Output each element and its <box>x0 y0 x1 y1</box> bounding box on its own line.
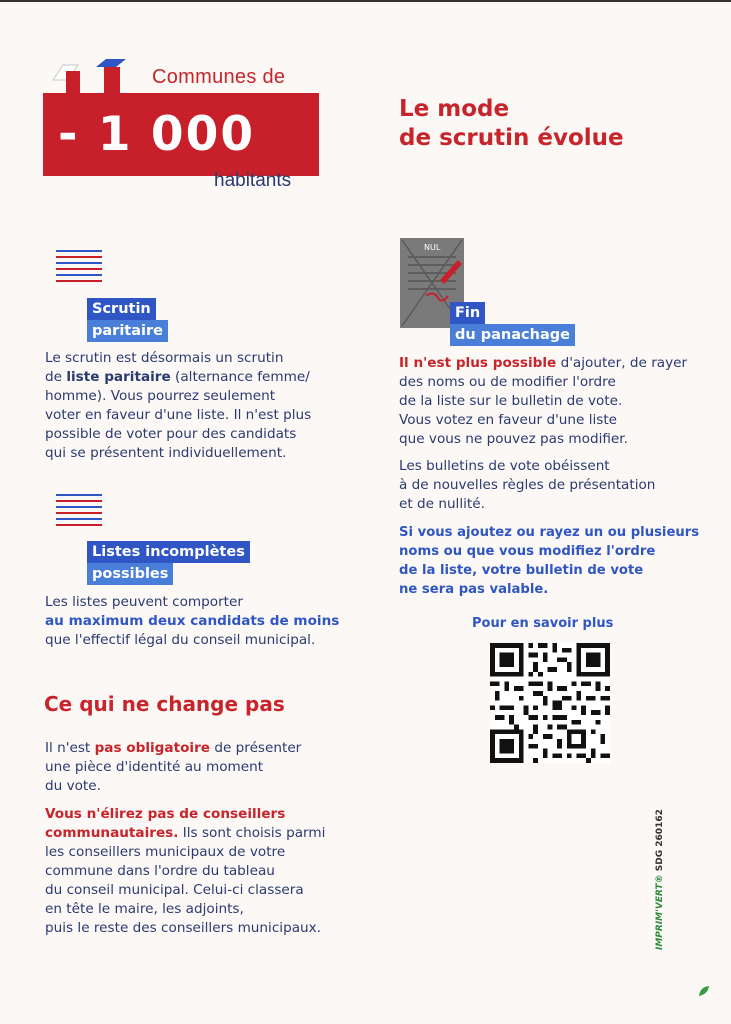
qr-code-icon[interactable] <box>490 643 610 763</box>
badge-scrutin-paritaire: Scrutin paritaire <box>87 298 168 342</box>
page-title: Le mode de scrutin évolue <box>399 96 624 151</box>
svg-text:NUL: NUL <box>424 243 441 252</box>
imprim-vert-code: IMPRIM'VERT® SDG 260162 <box>655 809 665 950</box>
top-border <box>0 0 731 2</box>
paragraph-scrutin-paritaire: Le scrutin est désormais un scrutin de liste paritaire (alternance femme/ homme). Vous pourrez seulement voter en faveur d'une liste. Il n'est plus possible de voter pour des candidats qui se présentent individuellement. <box>45 350 312 461</box>
striped-lines-icon <box>56 250 102 288</box>
habitants-label: habitants <box>214 170 292 191</box>
paragraph-piece-identite: Il n'est pas obligatoire de présenter une pièce d'identité au moment du vote. <box>45 740 302 794</box>
leaf-icon <box>698 985 710 997</box>
population-number: - 1 000 <box>58 107 256 162</box>
section-title: Ce qui ne change pas <box>44 692 285 716</box>
badge-fin-panachage: Fin du panachage <box>450 302 575 346</box>
paragraph-fin-panachage: Il n'est plus possible d'ajouter, de rayer des noms ou de modifier l'ordre de la liste sur le bulletin de vote. Vous votez en faveur d'une liste que vous ne pouvez pas modifier. <box>399 355 688 447</box>
paragraph-bulletins: Les bulletins de vote obéissent à de nouvelles règles de présentation et de nullité. <box>399 458 656 512</box>
qr-title: Pour en savoir plus <box>472 616 614 631</box>
badge-listes-incompletes: Listes incomplètes possibles <box>87 541 250 585</box>
paragraph-conseillers: Vous n'élirez pas de conseillers communautaires. Ils sont choisis parmi les conseillers municipaux de votre commune dans l'ordre du tableau du conseil municipal. Celui-ci classera en tête le maire, les adjoints, puis le reste des conseillers municipaux. <box>45 806 326 936</box>
paragraph-bulletin-non-valable: Si vous ajoutez ou rayez un ou plusieurs noms ou que vous modifiez l'ordre de la liste, votre bulletin de vote ne sera pas valable. <box>399 525 700 597</box>
commune-label: Communes de <box>152 66 286 88</box>
striped-lines-icon <box>56 494 102 532</box>
paragraph-listes-incompletes: Les listes peuvent comporter au maximum deux candidats de moins que l'effectif légal du conseil municipal. <box>45 594 340 648</box>
